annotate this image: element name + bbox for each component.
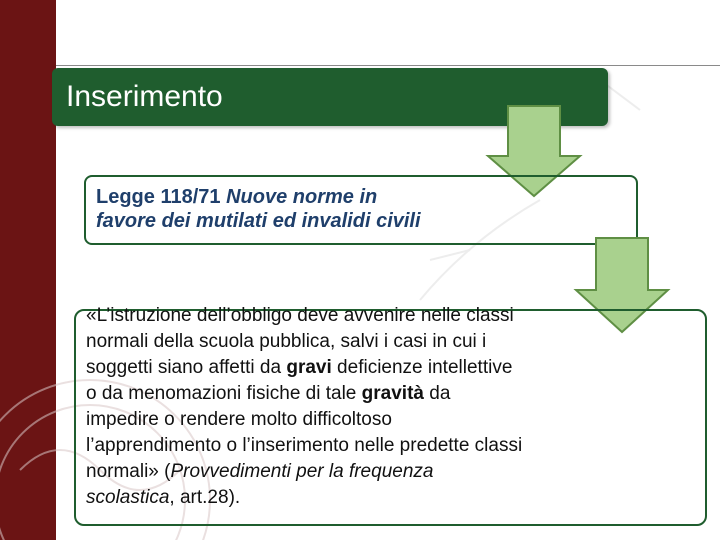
law-118-71-box [84,175,638,245]
quote-part2: deficienze intellettive o da menomazioni fisiche di tale [86,357,513,404]
article-28-quote-box [74,305,707,526]
law-title-part1: Nuove norme in [226,186,378,208]
article-28-quote [86,303,526,511]
law-title-part2: favore dei mutilati ed invalidi civili [96,210,421,232]
quote-part3: da impedire o rendere molto difficoltoso l’apprendimento o l’inserimento nelle predette classi normali» ( [86,383,523,482]
quote-source-title: Provvedimenti per la frequenza scolastica [86,461,434,508]
sidebar-band [0,0,56,540]
law-118-71-text [96,185,421,233]
quote-bold-gravita: gravità [361,383,424,404]
quote-bold-gravi: gravi [286,357,332,378]
quote-part1: «L’istruzione dell’obbligo deve avvenire nelle classi normali della scuola pubblica, salvi i casi in cui i soggetti siano affetti da [86,305,514,378]
slide-title: Inserimento [66,80,223,113]
law-number: Legge 118/71 [96,186,227,208]
quote-part4: , art.28). [169,487,241,508]
header-divider [56,65,720,66]
